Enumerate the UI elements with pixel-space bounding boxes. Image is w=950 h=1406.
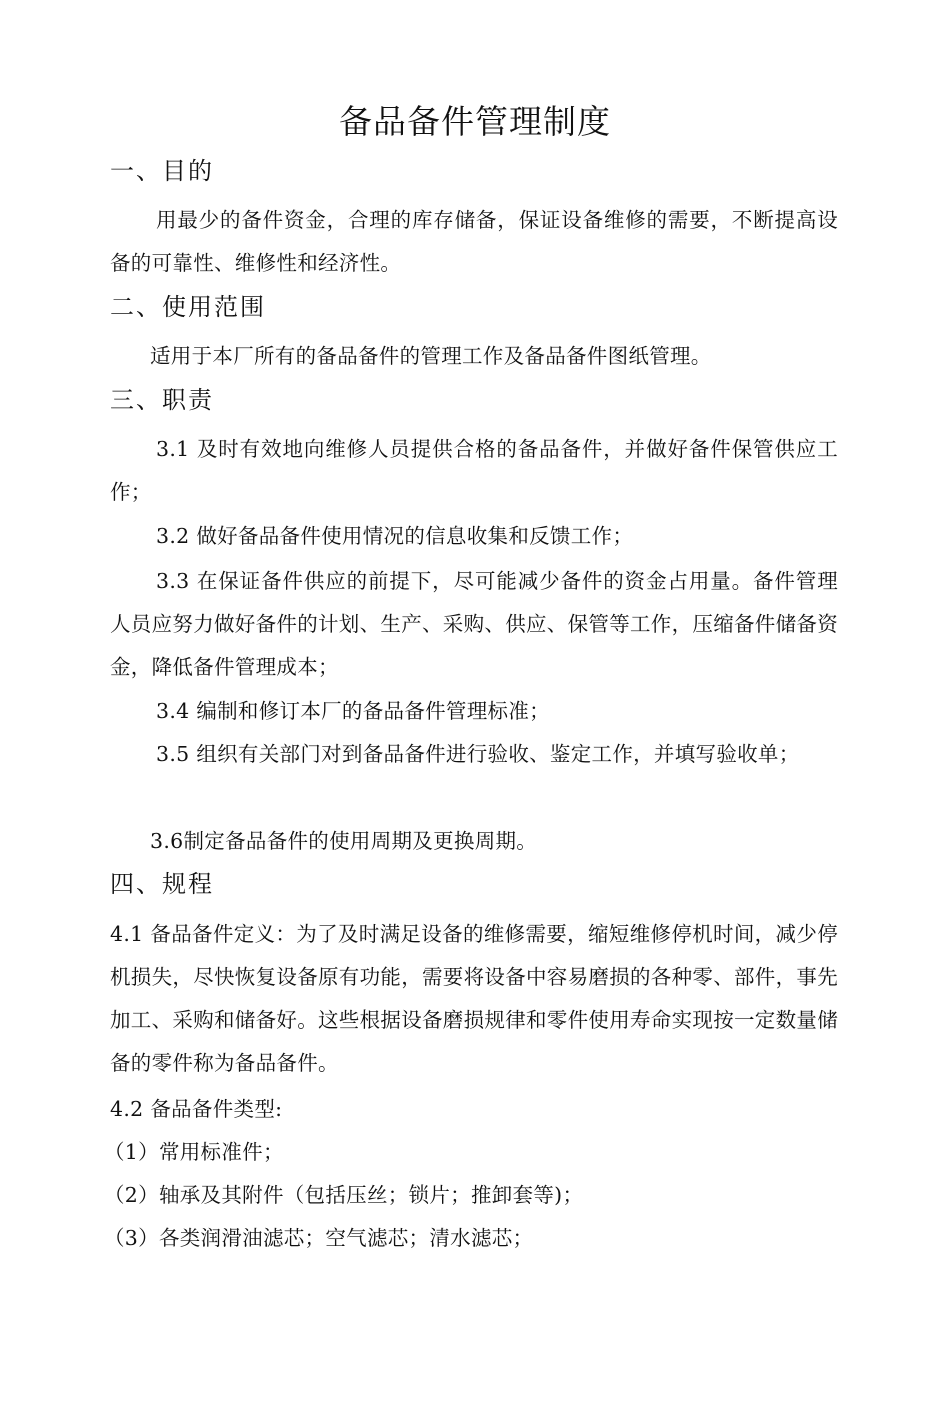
responsibility-item: 3.2 做好备品备件使用情况的信息收集和反馈工作； xyxy=(156,524,634,548)
section-heading-scope: 二、使用范围 xyxy=(110,293,266,321)
types-label: 4.2 备品备件类型: xyxy=(110,1097,283,1121)
responsibility-item: 3.5 组织有关部门对到备品备件进行验收、鉴定工作，并填写验收单； xyxy=(156,742,800,766)
purpose-paragraph: 用最少的备件资金，合理的库存储备，保证设备维修的需要，不断提高设备的可靠性、维修性和经济性。 xyxy=(110,208,838,275)
responsibility-item: 3.1 及时有效地向维修人员提供合格的备品备件，并做好备件保管供应工作； xyxy=(110,437,838,504)
document-title: 备品备件管理制度 xyxy=(339,102,611,141)
responsibility-item: 3.3 在保证备件供应的前提下，尽可能减少备件的资金占用量。备件管理人员应努力做好备件的计划、生产、采购、供应、保管等工作，压缩备件储备资金，降低备件管理成本； xyxy=(110,569,838,679)
responsibility-item: 3.4 编制和修订本厂的备品备件管理标准； xyxy=(156,699,550,723)
section-heading-purpose: 一、目的 xyxy=(110,157,214,185)
responsibility-item: 3.6制定备品备件的使用周期及更换周期。 xyxy=(150,829,538,853)
type-item: （3）各类润滑油滤芯；空气滤芯；清水滤芯； xyxy=(104,1226,534,1250)
section-heading-procedures: 四、规程 xyxy=(110,870,214,898)
type-item: （1）常用标准件； xyxy=(104,1140,284,1164)
definition-paragraph: 4.1 备品备件定义：为了及时满足设备的维修需要，缩短维修停机时间，减少停机损失，尽快恢复设备原有功能，需要将设备中容易磨损的各种零、部件，事先加工、采购和储备好。这些根据设备磨损规律和零件使用寿命实现按一定数量储备的零件称为备品备件。 xyxy=(110,922,838,1075)
type-item: （2）轴承及其附件（包括压丝；锁片；推卸套等)； xyxy=(104,1183,584,1207)
scope-paragraph: 适用于本厂所有的备品备件的管理工作及备品备件图纸管理。 xyxy=(150,344,712,368)
section-heading-responsibilities: 三、职责 xyxy=(110,386,214,414)
